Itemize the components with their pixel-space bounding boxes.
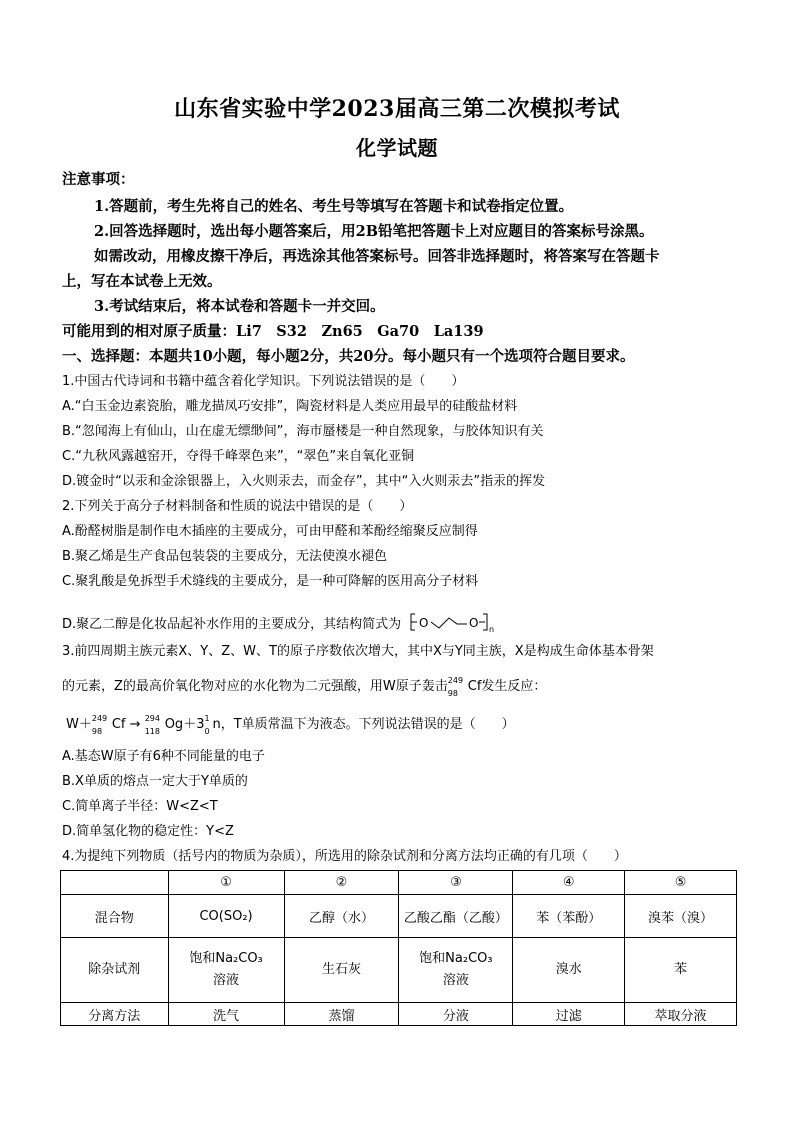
table-header-cell: ② xyxy=(284,871,399,895)
table-cell: 苯 xyxy=(625,938,737,1003)
peg-oxygen-1: O xyxy=(419,616,429,630)
q3-stem-2b: 发生反应： xyxy=(481,679,547,694)
table-cell xyxy=(399,938,513,1003)
table-row-reagent xyxy=(61,938,737,1003)
eq-n-mass: 1 xyxy=(204,714,210,723)
eq-og-symbol: Og xyxy=(164,717,184,732)
q2-option-d xyxy=(62,610,742,634)
atomic-mass-note: 可能用到的相对原子质量：Li7 S32 Zn65 Ga70 La139 xyxy=(62,323,484,340)
notice-item-1: 1.答题前，考生先将自己的姓名、考生号等填写在答题卡和试卷指定位置。 xyxy=(94,198,574,215)
eq-cf-number: 98 xyxy=(91,727,103,736)
q2-option-b: B.聚乙烯是生产食品包装袋的主要成分，无法使溴水褪色 xyxy=(62,549,388,564)
table-cell: 乙醇（水） xyxy=(284,895,399,938)
notice-item-2: 2.回答选择题时，选出每小题答案后，用2B铅笔把答题卡上对应题目的答案标号涂黑。 xyxy=(94,223,654,240)
q3-option-b: B.X单质的熔点一定大于Y单质的 xyxy=(62,774,248,789)
eq-og-nuclide xyxy=(144,714,165,736)
table-cell: 生石灰 xyxy=(284,938,399,1003)
eq-tail: ，T单质常温下为液态。下列说法错误的是（ ） xyxy=(220,717,515,732)
table-header-cell xyxy=(61,871,169,895)
eq-arrow: → xyxy=(129,717,141,732)
notice-heading: 注意事项： xyxy=(62,171,135,188)
table-cell: 乙酸乙酯（乙酸） xyxy=(399,895,513,938)
cf-nuclide xyxy=(447,676,468,698)
q1-option-c: C.“九秋风露越窑开，夺得千峰翠色来”，“翠色”来自氧化亚铜 xyxy=(62,449,415,464)
table-header-cell: ⑤ xyxy=(625,871,737,895)
table-cell: 分液 xyxy=(399,1003,513,1026)
notice-item-3: 3.考试结束后，将本试卷和答题卡一并交回。 xyxy=(94,298,385,315)
purification-table xyxy=(60,870,737,1026)
q2-option-a: A.酚醛树脂是制作电木插座的主要成分，可由甲醛和苯酚经缩聚反应制得 xyxy=(62,524,478,539)
table-cell: 过滤 xyxy=(513,1003,625,1026)
section-heading: 一、选择题：本题共10小题，每小题2分，共20分。每小题只有一个选项符合题目要求。 xyxy=(62,348,635,365)
q3-equation xyxy=(66,714,746,734)
reagent-3-line-1: 饱和Na₂CO₃ xyxy=(419,951,493,966)
reagent-1-line-1: 饱和Na₂CO₃ xyxy=(189,951,263,966)
q1-option-d: D.镀金时“以汞和金涂银器上，入火则汞去，而金存”，其中“入火则汞去”指汞的挥发 xyxy=(62,474,546,489)
table-cell: 溴苯（溴） xyxy=(625,895,737,938)
table-cell: 混合物 xyxy=(61,895,169,938)
reagent-3-line-2: 溶液 xyxy=(442,973,469,988)
table-cell: 洗气 xyxy=(168,1003,284,1026)
eq-n-nuclide xyxy=(204,714,212,736)
q3-option-d: D.简单氢化物的稳定性：Y<Z xyxy=(62,824,234,839)
subject-title: 化学试题 xyxy=(356,136,438,160)
cf-mass-number: 249 xyxy=(447,676,464,685)
table-row-method xyxy=(61,1003,737,1026)
q1-option-a: A.“白玉金边素瓷胎，雕龙描凤巧安排”，陶瓷材料是人类应用最早的硅酸盐材料 xyxy=(62,399,518,414)
q2-option-d-text: D.聚乙二醇是化妆品起补水作用的主要成分，其结构简式为 xyxy=(62,617,402,632)
peg-oxygen-2: O xyxy=(469,616,479,630)
cf-atomic-number: 98 xyxy=(447,689,458,698)
notice-item-2-cont: 如需改动，用橡皮擦干净后，再选涂其他答案标号。回答非选择题时，将答案写在答题卡 xyxy=(94,248,660,265)
eq-og-mass: 294 xyxy=(144,714,160,723)
table-cell: 除杂试剂 xyxy=(61,938,169,1003)
peg-structure-formula xyxy=(409,610,509,634)
q3-stem-2a: 的元素，Z的最高价氧化物对应的水化物为二元强酸，用W原子轰击 xyxy=(62,679,448,694)
eq-cf-mass: 249 xyxy=(91,714,108,723)
q3-option-a: A.基态W原子有6种不同能量的电子 xyxy=(62,749,265,764)
eq-og-number: 118 xyxy=(144,727,160,736)
q3-option-c: C.简单离子半径：W<Z<T xyxy=(62,799,218,814)
table-cell: 萃取分液 xyxy=(625,1003,737,1026)
q1-stem: 1.中国古代诗词和书籍中蕴含着化学知识。下列说法错误的是（ ） xyxy=(62,374,465,389)
notice-item-2-end: 上，写在本试卷上无效。 xyxy=(62,273,222,290)
q4-stem: 4.为提纯下列物质（括号内的物质为杂质），所选用的除杂试剂和分离方法均正确的有几项（ ） xyxy=(62,849,627,864)
table-header-cell: ① xyxy=(168,871,284,895)
q3-stem-2 xyxy=(62,676,742,696)
exam-title: 山东省实验中学2023届高三第二次模拟考试 xyxy=(174,96,620,122)
eq-n-symbol: n xyxy=(212,717,221,732)
table-cell xyxy=(168,938,284,1003)
eq-w: W＋ xyxy=(66,717,92,732)
eq-cf-symbol: Cf xyxy=(111,717,126,732)
q3-stem-1: 3.前四周期主族元素X、Y、Z、W、T的原子序数依次增大，其中X与Y同主族，X是构成生命体基本骨架 xyxy=(62,644,654,659)
table-cell: 溴水 xyxy=(513,938,625,1003)
table-header-cell: ③ xyxy=(399,871,513,895)
table-cell: 苯（苯酚） xyxy=(513,895,625,938)
table-cell: CO(SO₂) xyxy=(168,895,284,938)
reagent-1-line-2: 溶液 xyxy=(213,973,240,988)
eq-n-number: 0 xyxy=(204,727,210,736)
table-cell: 蒸馏 xyxy=(284,1003,399,1026)
q2-option-c: C.聚乳酸是免拆型手术缝线的主要成分，是一种可降解的医用高分子材料 xyxy=(62,574,479,589)
table-cell: 分离方法 xyxy=(61,1003,169,1026)
peg-repeat-n: n xyxy=(489,625,495,634)
eq-cf-nuclide xyxy=(91,714,112,736)
table-row-mixture xyxy=(61,895,737,938)
q1-option-b: B.“忽闻海上有仙山，山在虚无缥缈间”，海市蜃楼是一种自然现象，与胶体知识有关 xyxy=(62,424,544,439)
cf-symbol: Cf xyxy=(467,679,482,694)
eq-plus-3: ＋3 xyxy=(183,717,205,732)
table-header-cell: ④ xyxy=(513,871,625,895)
table-header-row xyxy=(61,871,737,895)
q2-stem: 2.下列关于高分子材料制备和性质的说法中错误的是（ ） xyxy=(62,499,413,514)
